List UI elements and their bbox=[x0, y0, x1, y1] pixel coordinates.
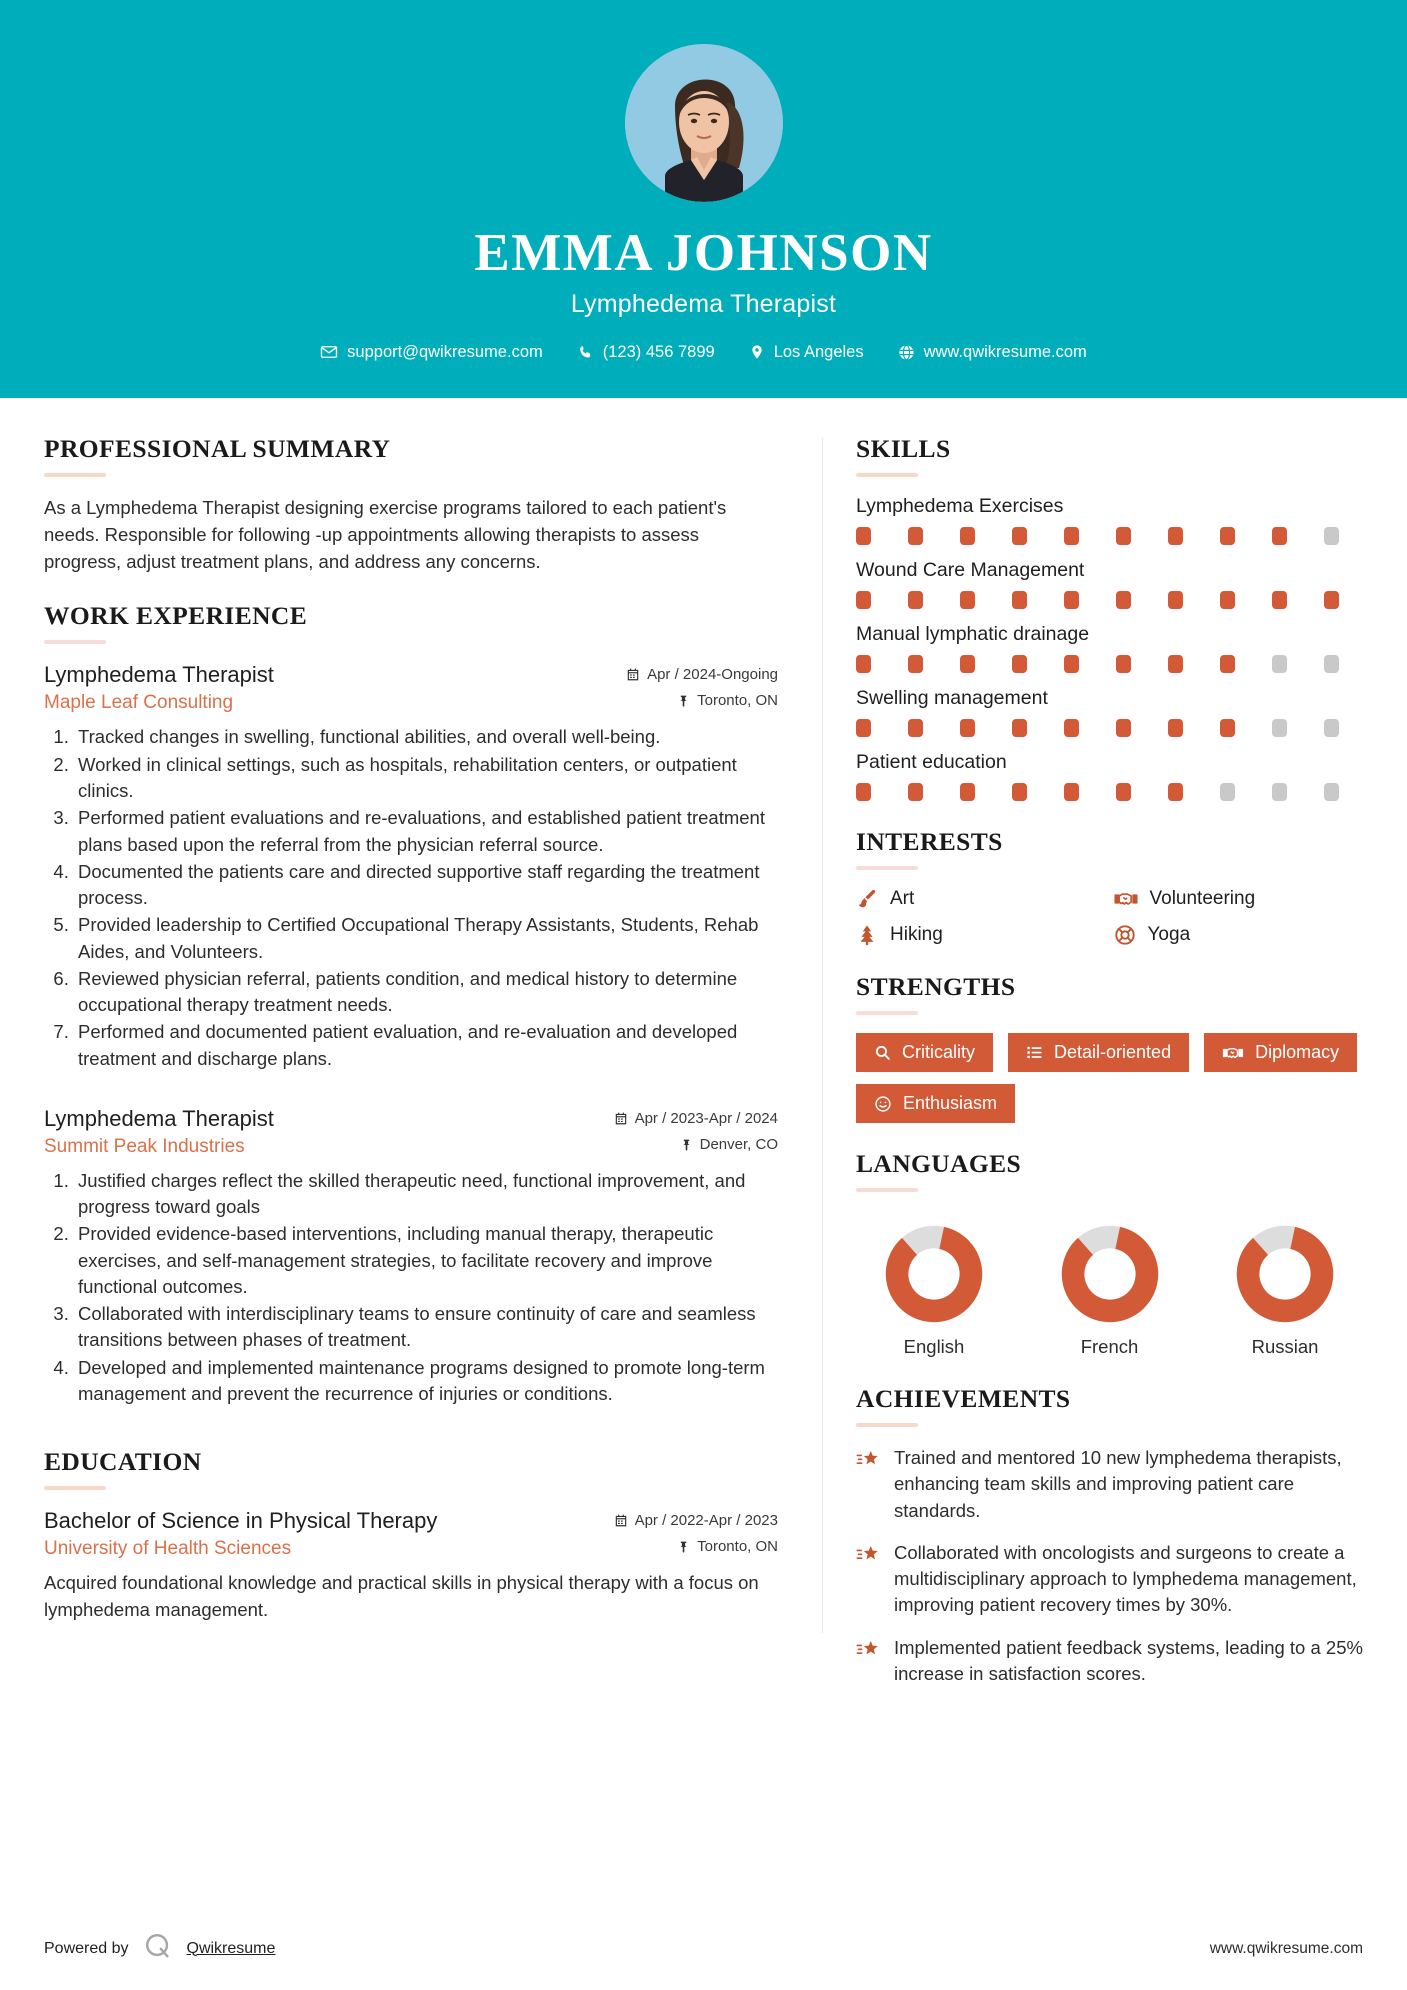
skill-item bbox=[856, 751, 1363, 801]
skill-dot-filled bbox=[1272, 527, 1287, 545]
bullet: 6. Reviewed physician referral, patients condition, and medical history to determine occupational therapy treatment needs. bbox=[74, 966, 778, 1019]
skill-dot-filled bbox=[960, 591, 975, 609]
skill-dot-filled bbox=[1168, 719, 1183, 737]
section-rule bbox=[856, 1011, 918, 1015]
bullet: 3. Collaborated with interdisciplinary teams to ensure continuity of care and seamless transitions between phases of treatment. bbox=[74, 1301, 778, 1354]
lifebuoy-icon bbox=[1114, 924, 1136, 946]
globe-icon bbox=[898, 344, 915, 361]
language-label: French bbox=[1080, 1336, 1139, 1357]
skill-item bbox=[856, 495, 1363, 545]
job-location-text: Denver, CO bbox=[699, 1135, 778, 1153]
skill-dot-filled bbox=[960, 719, 975, 737]
skill-dot-filled bbox=[1116, 719, 1131, 737]
skill-rating bbox=[856, 527, 1363, 545]
skill-dot-empty bbox=[1324, 719, 1339, 737]
strength-label: Criticality bbox=[902, 1042, 976, 1062]
skill-dot-filled bbox=[1064, 719, 1079, 737]
section-heading: ACHIEVEMENTS bbox=[856, 1384, 1071, 1413]
bullet: 1. Tracked changes in swelling, functional abilities, and overall well-being. bbox=[74, 724, 778, 750]
skill-dot-filled bbox=[908, 591, 923, 609]
skill-rating bbox=[856, 719, 1363, 737]
skill-dot-empty bbox=[1324, 655, 1339, 673]
skill-dot-filled bbox=[1220, 527, 1235, 545]
strength-label: Diplomacy bbox=[1255, 1042, 1340, 1062]
skill-dot-filled bbox=[1116, 527, 1131, 545]
language-donut bbox=[884, 1224, 984, 1324]
education-school: University of Health Sciences bbox=[44, 1538, 292, 1560]
pin-icon bbox=[677, 1539, 690, 1554]
skill-item bbox=[856, 623, 1363, 673]
language-item bbox=[1040, 1224, 1180, 1358]
section-skills bbox=[856, 434, 1363, 801]
contact-location[interactable] bbox=[732, 343, 881, 362]
language-item bbox=[864, 1224, 1004, 1358]
handshake-icon bbox=[1114, 888, 1138, 910]
skill-dot-filled bbox=[1324, 591, 1339, 609]
handshake-icon bbox=[1222, 1044, 1244, 1062]
contact-row bbox=[303, 343, 1104, 362]
smiley-icon bbox=[874, 1095, 892, 1113]
phone-icon bbox=[577, 344, 594, 361]
strength-chip-detail-oriented bbox=[1008, 1033, 1189, 1072]
experience-item bbox=[44, 662, 778, 1071]
education-degree: Bachelor of Science in Physical Therapy bbox=[44, 1508, 438, 1534]
skill-label: Lymphedema Exercises bbox=[856, 495, 1064, 517]
education-item bbox=[44, 1508, 778, 1624]
resume-header bbox=[0, 0, 1407, 398]
right-column bbox=[823, 398, 1407, 1713]
section-languages bbox=[856, 1149, 1363, 1358]
job-company: Summit Peak Industries bbox=[44, 1135, 245, 1157]
skill-dot-empty bbox=[1324, 527, 1339, 545]
interest-item-hiking bbox=[856, 924, 1106, 946]
job-company: Maple Leaf Consulting bbox=[44, 692, 234, 714]
section-rule bbox=[856, 473, 918, 477]
strength-chip-diplomacy bbox=[1204, 1033, 1357, 1072]
job-bullets bbox=[44, 724, 778, 1071]
section-work-experience bbox=[44, 601, 778, 1407]
strength-chip-criticality bbox=[856, 1033, 993, 1072]
skill-dot-filled bbox=[1064, 527, 1079, 545]
skill-dot-filled bbox=[1220, 591, 1235, 609]
achievement-item bbox=[856, 1635, 1363, 1688]
paintbrush-icon bbox=[856, 888, 878, 910]
skill-rating bbox=[856, 591, 1363, 609]
section-rule bbox=[44, 640, 106, 644]
languages-list bbox=[856, 1210, 1363, 1358]
footer-url: www.qwikresume.com bbox=[1209, 1939, 1363, 1957]
skill-dot-filled bbox=[1116, 655, 1131, 673]
skill-label: Patient education bbox=[856, 751, 1007, 773]
contact-website-text: www.qwikresume.com bbox=[923, 342, 1087, 361]
language-item bbox=[1215, 1224, 1355, 1358]
interest-item-art bbox=[856, 888, 1106, 910]
skill-dot-filled bbox=[1220, 719, 1235, 737]
section-heading: STRENGTHS bbox=[856, 972, 1016, 1001]
job-location bbox=[680, 1136, 778, 1153]
language-label: Russian bbox=[1251, 1336, 1319, 1357]
section-heading: WORK EXPERIENCE bbox=[44, 601, 308, 631]
skill-dot-filled bbox=[908, 783, 923, 801]
skill-item bbox=[856, 687, 1363, 737]
experience-item bbox=[44, 1106, 778, 1407]
skill-dot-filled bbox=[1168, 527, 1183, 545]
skill-dot-filled bbox=[1064, 591, 1079, 609]
qwikresume-link[interactable]: Qwikresume bbox=[186, 1939, 276, 1957]
education-dates-text: Apr / 2022-Apr / 2023 bbox=[634, 1512, 778, 1530]
contact-location-text: Los Angeles bbox=[773, 342, 864, 361]
bullet: 4. Documented the patients care and directed supportive staff regarding the treatment process. bbox=[74, 859, 778, 912]
skill-dot-empty bbox=[1272, 719, 1287, 737]
interest-label: Hiking bbox=[890, 924, 943, 945]
page-footer bbox=[0, 1931, 1407, 1966]
skill-dot-filled bbox=[1012, 783, 1027, 801]
bullet: 4. Developed and implemented maintenance programs designed to promote long-term management and prevent the recurrence of injuries or conditions. bbox=[74, 1355, 778, 1408]
contact-phone[interactable] bbox=[560, 343, 732, 362]
avatar bbox=[625, 44, 783, 202]
contact-email[interactable] bbox=[303, 343, 560, 362]
skill-dot-filled bbox=[856, 591, 871, 609]
contact-email-text: support@qwikresume.com bbox=[347, 342, 543, 361]
summary-text: As a Lymphedema Therapist designing exercise programs tailored to each patient's needs. Responsible for following -up appointments allowing therapists to assess progress, adjust treatment plans, and address any concerns. bbox=[44, 497, 727, 572]
language-donut bbox=[1060, 1224, 1160, 1324]
skill-dot-filled bbox=[1116, 783, 1131, 801]
envelope-icon bbox=[320, 343, 338, 361]
skill-dot-empty bbox=[1272, 655, 1287, 673]
job-dates-text: Apr / 2023-Apr / 2024 bbox=[634, 1109, 778, 1127]
section-rule bbox=[856, 1188, 918, 1192]
skill-rating bbox=[856, 783, 1363, 801]
section-achievements bbox=[856, 1384, 1363, 1687]
interests-grid bbox=[856, 888, 1363, 946]
skill-dot-filled bbox=[856, 527, 871, 545]
shooting-star-icon bbox=[856, 1635, 880, 1661]
skill-dot-filled bbox=[856, 783, 871, 801]
section-interests bbox=[856, 827, 1363, 946]
interest-label: Art bbox=[890, 888, 915, 909]
skill-item bbox=[856, 559, 1363, 609]
bullet: 7. Performed and documented patient evaluation, and re-evaluation and developed treatment and discharge plans. bbox=[74, 1019, 778, 1072]
skill-dot-filled bbox=[1064, 655, 1079, 673]
job-dates-text: Apr / 2024-Ongoing bbox=[647, 666, 778, 684]
skill-dot-filled bbox=[908, 655, 923, 673]
achievement-text: Trained and mentored 10 new lymphedema therapists, enhancing team skills and improving patient care standards. bbox=[894, 1447, 1342, 1521]
skill-label: Swelling management bbox=[856, 687, 1048, 709]
section-education bbox=[44, 1447, 778, 1624]
skill-dot-empty bbox=[1220, 783, 1235, 801]
list-icon bbox=[1026, 1044, 1043, 1061]
skill-dot-filled bbox=[1012, 719, 1027, 737]
skill-dot-filled bbox=[908, 719, 923, 737]
job-location bbox=[677, 692, 778, 709]
powered-by-label: Powered by bbox=[44, 1939, 129, 1957]
achievement-item bbox=[856, 1540, 1363, 1619]
skill-dot-filled bbox=[1220, 655, 1235, 673]
shooting-star-icon bbox=[856, 1540, 880, 1566]
tree-icon bbox=[856, 924, 878, 946]
language-donut bbox=[1235, 1224, 1335, 1324]
language-label: English bbox=[903, 1336, 965, 1357]
skill-dot-filled bbox=[1012, 655, 1027, 673]
section-rule bbox=[44, 1486, 106, 1490]
skill-label: Manual lymphatic drainage bbox=[856, 623, 1090, 645]
skill-dot-filled bbox=[1168, 783, 1183, 801]
interest-item-yoga bbox=[1114, 924, 1364, 946]
magnifier-icon bbox=[874, 1044, 891, 1061]
section-professional-summary bbox=[44, 434, 778, 575]
interest-label: Volunteering bbox=[1149, 888, 1256, 909]
education-location-text: Toronto, ON bbox=[697, 1538, 778, 1556]
section-rule bbox=[856, 1423, 918, 1427]
skill-dot-filled bbox=[1012, 527, 1027, 545]
strength-label: Enthusiasm bbox=[903, 1093, 998, 1113]
strength-chip-enthusiasm bbox=[856, 1084, 1015, 1123]
section-heading: LANGUAGES bbox=[856, 1149, 1022, 1178]
page-title: EMMA JOHNSON bbox=[474, 224, 933, 282]
bullet: 1. Justified charges reflect the skilled therapeutic need, functional improvement, and progress toward goals bbox=[74, 1168, 778, 1221]
skill-label: Wound Care Management bbox=[856, 559, 1085, 581]
skill-dot-filled bbox=[1116, 591, 1131, 609]
skill-dot-filled bbox=[960, 527, 975, 545]
skill-dot-filled bbox=[960, 655, 975, 673]
achievement-text: Collaborated with oncologists and surgeons to create a multidisciplinary approach to lymphedema management, improving patient recovery times by 30%. bbox=[894, 1541, 1357, 1616]
skill-dot-filled bbox=[1064, 783, 1079, 801]
strengths-list bbox=[856, 1033, 1363, 1123]
contact-phone-text: (123) 456 7899 bbox=[602, 342, 715, 361]
skill-rating bbox=[856, 655, 1363, 673]
skill-dot-filled bbox=[1272, 591, 1287, 609]
job-location-text: Toronto, ON bbox=[697, 692, 778, 710]
calendar-icon bbox=[614, 1513, 628, 1528]
section-rule bbox=[856, 866, 918, 870]
qwikresume-logo-icon bbox=[143, 1931, 173, 1966]
section-heading: PROFESSIONAL SUMMARY bbox=[44, 434, 391, 463]
job-dates bbox=[626, 666, 778, 683]
pin-icon bbox=[680, 1137, 693, 1152]
section-heading: SKILLS bbox=[856, 434, 951, 463]
achievement-text: Implemented patient feedback systems, leading to a 25% increase in satisfaction scores. bbox=[894, 1636, 1363, 1684]
education-dates bbox=[614, 1512, 778, 1529]
strength-label: Detail-oriented bbox=[1054, 1042, 1172, 1062]
skill-dot-filled bbox=[856, 719, 871, 737]
calendar-icon bbox=[614, 1111, 628, 1126]
header-subtitle: Lymphedema Therapist bbox=[570, 289, 837, 318]
section-rule bbox=[44, 473, 106, 477]
skill-dot-empty bbox=[1272, 783, 1287, 801]
skill-dot-filled bbox=[1168, 591, 1183, 609]
skill-dot-filled bbox=[960, 783, 975, 801]
left-column bbox=[0, 398, 822, 1713]
pin-icon bbox=[677, 693, 690, 708]
calendar-icon bbox=[626, 667, 640, 682]
bullet: 5. Provided leadership to Certified Occupational Therapy Assistants, Students, Rehab Aides, and Volunteers. bbox=[74, 912, 778, 965]
skill-dot-filled bbox=[1168, 655, 1183, 673]
bullet: 3. Performed patient evaluations and re-evaluations, and established patient treatment plans based upon the referral from the physician referral source. bbox=[74, 805, 778, 858]
interest-item-volunteering bbox=[1114, 888, 1364, 910]
skill-dot-filled bbox=[856, 655, 871, 673]
bullet: 2. Worked in clinical settings, such as hospitals, rehabilitation centers, or outpatient clinics. bbox=[74, 752, 778, 805]
job-dates bbox=[614, 1110, 778, 1127]
skill-dot-empty bbox=[1324, 783, 1339, 801]
education-description: Acquired foundational knowledge and practical skills in physical therapy with a focus on lymphedema management. bbox=[44, 1572, 759, 1621]
bullet: 2. Provided evidence-based interventions, including manual therapy, therapeutic exercises, and self-management strategies, to facilitate recovery and improve functional outcomes. bbox=[74, 1221, 778, 1300]
section-strengths bbox=[856, 972, 1363, 1123]
section-heading: INTERESTS bbox=[856, 827, 1003, 856]
education-location bbox=[677, 1538, 778, 1555]
shooting-star-icon bbox=[856, 1445, 880, 1471]
achievement-item bbox=[856, 1445, 1363, 1524]
skill-dot-filled bbox=[1012, 591, 1027, 609]
job-role: Lymphedema Therapist bbox=[44, 1105, 274, 1131]
skill-dot-filled bbox=[908, 527, 923, 545]
contact-website[interactable] bbox=[881, 343, 1104, 362]
resume-body bbox=[0, 398, 1407, 1713]
job-bullets bbox=[44, 1168, 778, 1407]
powered-by bbox=[44, 1931, 275, 1966]
section-heading: EDUCATION bbox=[44, 1447, 202, 1477]
map-pin-icon bbox=[749, 343, 765, 361]
interest-label: Yoga bbox=[1147, 924, 1191, 945]
job-role: Lymphedema Therapist bbox=[44, 662, 274, 688]
